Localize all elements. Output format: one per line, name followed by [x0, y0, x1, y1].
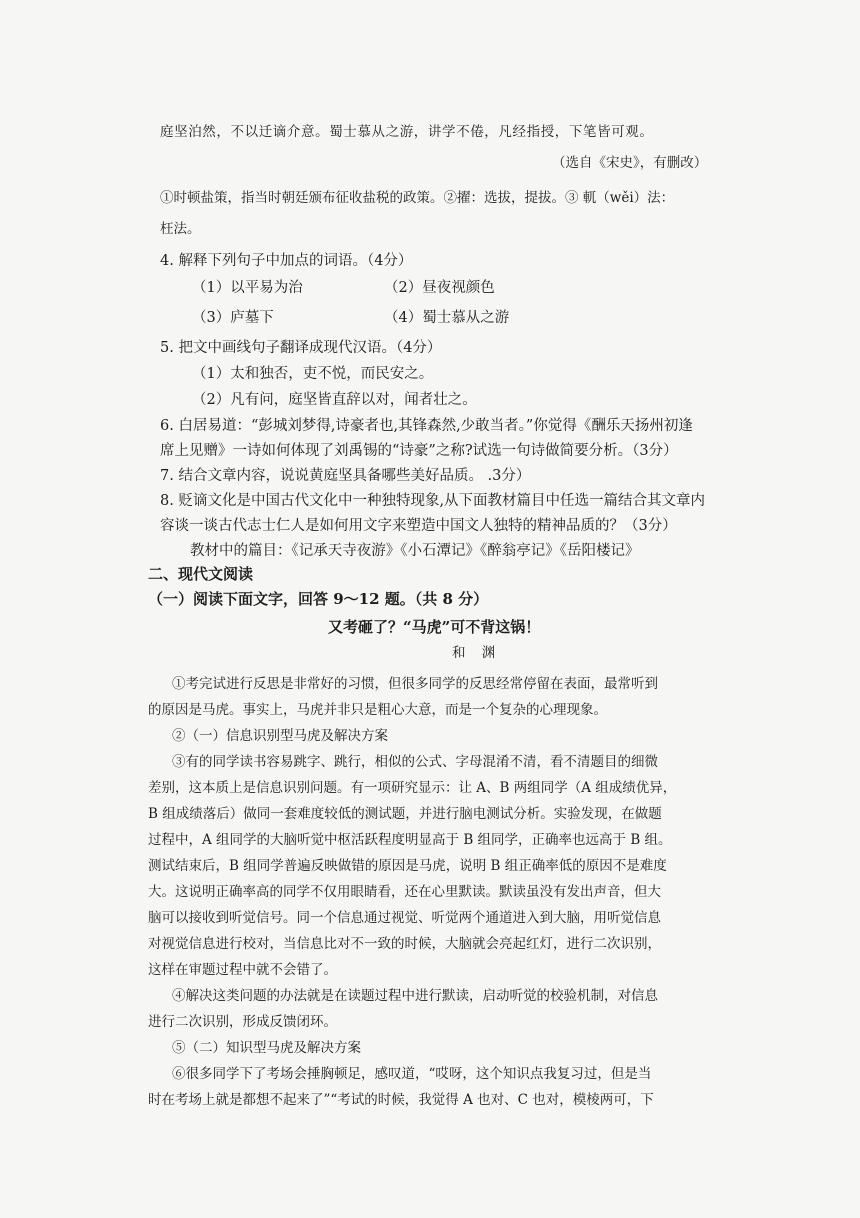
question-4-item-2: （2）昼夜视颜色: [384, 280, 495, 296]
article-line-16: ⑥很多同学下了考场会捶胸顿足，感叹道，“哎呀，这个知识点我复习过，但是当: [172, 1066, 652, 1082]
article-line-14: 进行二次识别，形成反馈闭环。: [148, 1014, 337, 1030]
article-line-8: 测试结束后，B 组同学普遍反映做错的原因是马虎，说明 B 组正确率低的原因不是难度: [148, 858, 667, 874]
question-4-item-3: （3）庐墓下: [192, 310, 274, 326]
article-subheading-2: ⑤（二）知识型马虎及解决方案: [172, 1040, 361, 1056]
article-subheading-1: ②（一）信息识别型马虎及解决方案: [172, 728, 388, 744]
question-7: 7. 结合文章内容，说说黄庭坚具备哪些美好品质。 .3分）: [160, 468, 531, 484]
text-source-citation: （选自《宋史》，有删改）: [552, 155, 708, 171]
question-8-line-1: 8. 贬谪文化是中国古代文化中一种独特现象,从下面教材篇目中任选一篇结合其文章内: [160, 493, 706, 509]
question-5-sentence-2: （2）凡有问，庭坚皆直辞以对，闻者壮之。: [192, 392, 477, 408]
article-line-6: B 组成绩落后）做同一套难度较低的测试题，并进行脑电测试分析。实验发现，在做题: [148, 806, 662, 822]
article-author: 和 渊: [452, 645, 502, 661]
article-line-1: ①考完试进行反思是非常好的习惯，但很多同学的反思经常停留在表面，最常听到: [172, 676, 658, 692]
annotation-notes-line-1: ①时顿盐策，指当时朝廷颁布征收盐税的政策。②擢：选拔，提拔。③ 軏（wěi）法：: [160, 190, 675, 206]
article-line-5: 差别，这本质上是信息识别问题。有一项研究显示：让 A、B 两组同学（A 组成绩优异，: [148, 780, 677, 796]
question-4-item-1: （1）以平易为治: [192, 280, 303, 296]
question-4-item-4: （4）蜀士慕从之游: [384, 310, 510, 326]
section-2-heading: 二、现代文阅读: [148, 565, 254, 583]
question-5-stem: 5. 把文中画线句子翻译成现代汉语。（4分）: [160, 340, 442, 356]
article-line-4: ③有的同学读书容易跳字、跳行，相似的公式、字母混淆不清，看不清题目的细微: [172, 754, 658, 770]
reading-passage-instruction: （一）阅读下面文字，回答 9～12 题。（共 8 分）: [148, 590, 489, 608]
article-line-11: 对视觉信息进行校对，当信息比对不一致的时候，大脑就会亮起红灯，进行二次识别，: [148, 936, 661, 952]
article-line-7: 过程中，A 组同学的大脑听觉中枢活跃程度明显高于 B 组同学，正确率也远高于 B 组。: [148, 832, 672, 848]
question-4-stem: 4. 解释下列句子中加点的词语。（4分）: [160, 253, 413, 269]
question-6-line-1: 6. 白居易道：“彭城刘梦得,诗豪者也,其锋森然,少敢当者。”你觉得《酬乐天扬州初逢: [160, 418, 693, 434]
annotation-notes-line-2: 枉法。: [160, 221, 201, 237]
question-8-textbook-list: 教材中的篇目：《记承天寺夜游》《小石潭记》《醉翁亭记》《岳阳楼记》: [190, 543, 640, 559]
question-8-line-2: 容谈一谈古代志士仁人是如何用文字来塑造中国文人独特的精神品质的？（3分）: [160, 518, 677, 534]
article-line-13: ④解决这类问题的办法就是在读题过程中进行默读，启动听觉的校验机制，对信息: [172, 988, 658, 1004]
article-line-17: 时在考场上就是都想不起来了”“考试的时候，我觉得 A 也对、C 也对，模棱两可，下: [148, 1092, 654, 1108]
classical-text-last-line: 庭坚泊然，不以迁谪介意。蜀士慕从之游，讲学不倦，凡经指授，下笔皆可观。: [160, 124, 654, 140]
article-line-9: 大。这说明正确率高的同学不仅用眼睛看，还在心里默读。默读虽没有发出声音，但大: [148, 884, 661, 900]
question-6-line-2: 席上见赠》一诗如何体现了刘禹锡的“诗豪”之称?试选一句诗做简要分析。（3分）: [160, 443, 678, 459]
question-5-sentence-1: （1）太和独否，吏不悦，而民安之。: [192, 366, 434, 382]
article-title: 又考砸了？“马虎”可不背这锅！: [328, 618, 541, 636]
article-line-2: 的原因是马虎。事实上，马虎并非只是粗心大意，而是一个复杂的心理现象。: [148, 702, 607, 718]
article-line-12: 这样在审题过程中就不会错了。: [148, 962, 337, 978]
article-line-10: 脑可以接收到听觉信号。同一个信息通过视觉、听觉两个通道进入到大脑，用听觉信息: [148, 910, 661, 926]
